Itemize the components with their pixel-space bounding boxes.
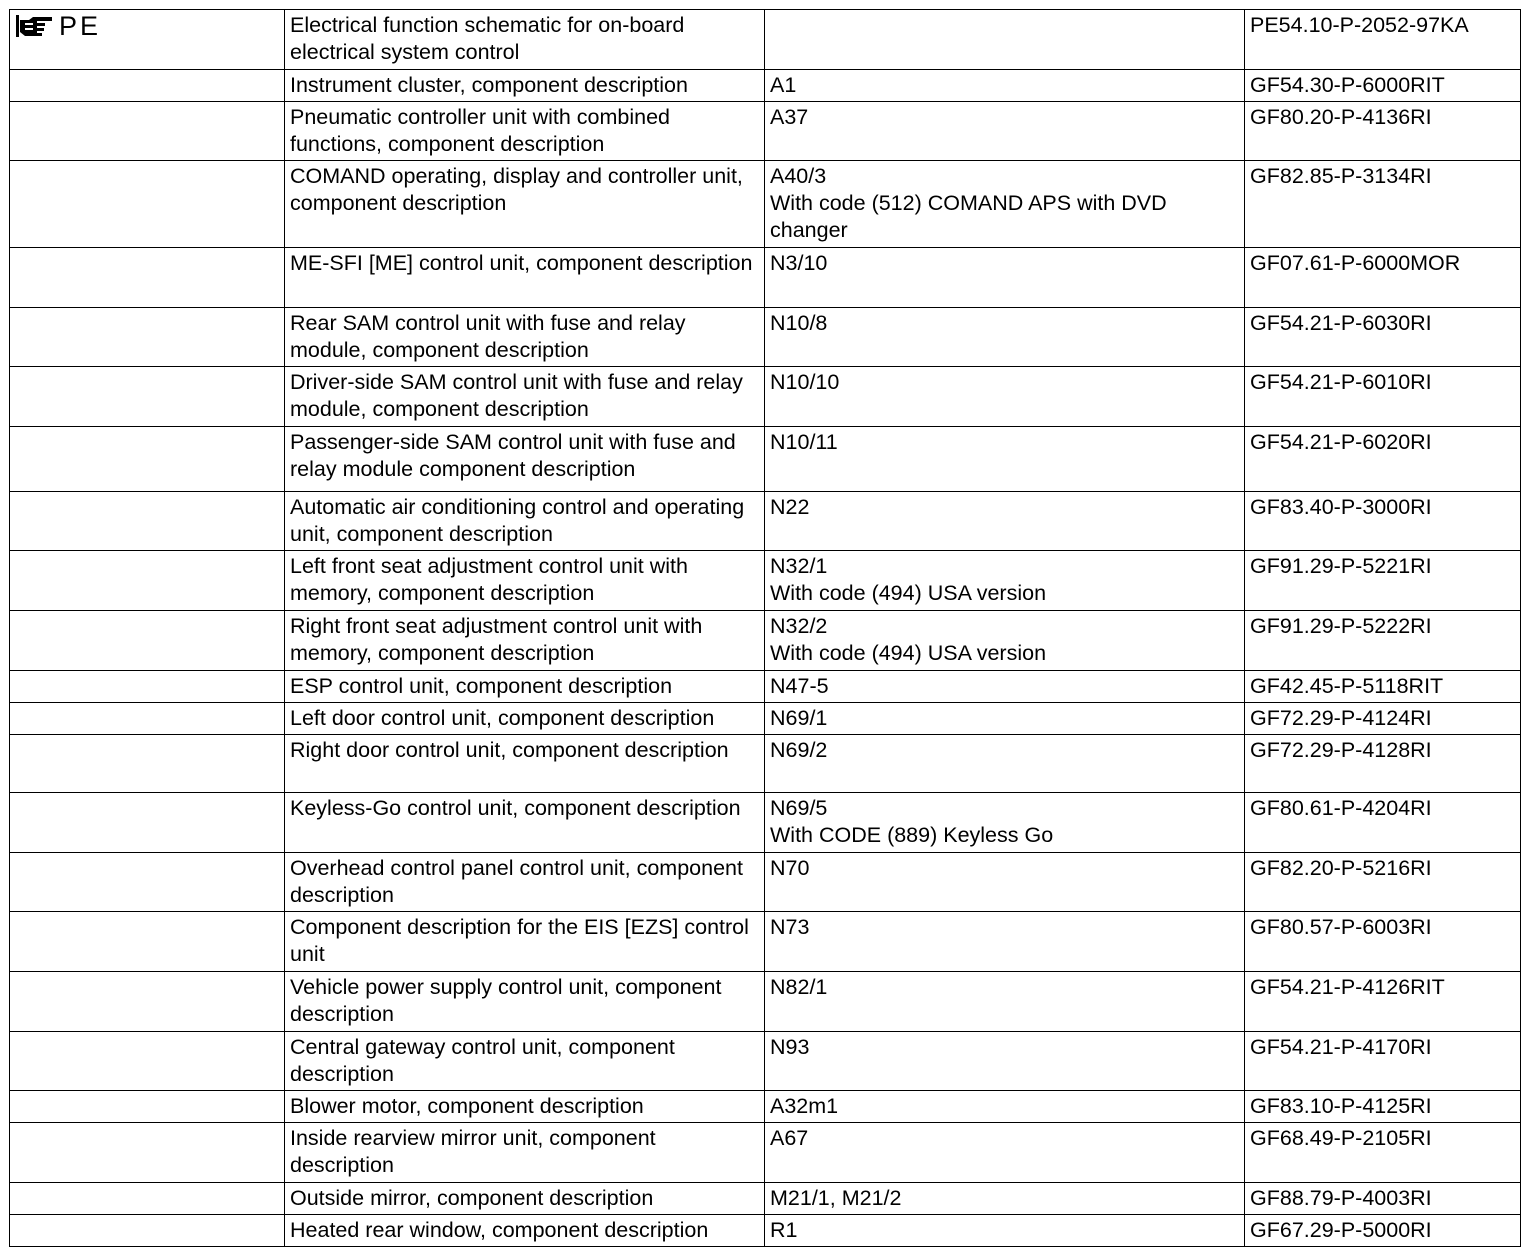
component-code: A37 xyxy=(770,105,809,129)
component-code-cell xyxy=(765,793,1245,853)
row-marker-cell xyxy=(10,551,285,611)
document-reference-link[interactable]: GF54.21-P-6030RI xyxy=(1245,308,1521,367)
component-code-cell xyxy=(765,671,1245,703)
component-code-cell xyxy=(765,551,1245,611)
component-code: N69/1 xyxy=(770,706,828,730)
description-cell: Rear SAM control unit with fuse and relay module, component description xyxy=(285,308,765,367)
component-code: A32m1 xyxy=(770,1094,839,1118)
table-row xyxy=(10,853,1521,912)
row-marker-cell xyxy=(10,853,285,912)
document-reference-link[interactable]: GF80.61-P-4204RI xyxy=(1245,793,1521,853)
row-marker-cell xyxy=(10,102,285,161)
component-code-cell xyxy=(765,367,1245,427)
document-reference-link[interactable]: GF54.21-P-6020RI xyxy=(1245,427,1521,492)
row-marker-cell xyxy=(10,611,285,671)
document-reference-link[interactable]: GF83.40-P-3000RI xyxy=(1245,492,1521,551)
component-code: N73 xyxy=(770,915,810,939)
component-code-cell xyxy=(765,853,1245,912)
description-cell: ESP control unit, component description xyxy=(285,671,765,703)
description-cell: Left door control unit, component description xyxy=(285,703,765,735)
component-code: N3/10 xyxy=(770,251,828,275)
row-marker-cell xyxy=(10,248,285,308)
component-code: N32/1 xyxy=(770,554,828,578)
table-row xyxy=(10,1032,1521,1091)
row-marker-cell xyxy=(10,972,285,1032)
description-cell: Outside mirror, component description xyxy=(285,1183,765,1215)
component-code-cell xyxy=(765,102,1245,161)
code-condition: With code (494) USA version xyxy=(770,641,1047,665)
description-cell: Right front seat adjustment control unit with memory, component description xyxy=(285,611,765,671)
table-row xyxy=(10,308,1521,367)
description-cell: Keyless-Go control unit, component description xyxy=(285,793,765,853)
document-reference-link[interactable]: GF91.29-P-5221RI xyxy=(1245,551,1521,611)
document-reference-link[interactable]: GF80.20-P-4136RI xyxy=(1245,102,1521,161)
table-row xyxy=(10,735,1521,793)
document-reference-link[interactable]: GF83.10-P-4125RI xyxy=(1245,1091,1521,1123)
component-code-cell xyxy=(765,1091,1245,1123)
table-row xyxy=(10,102,1521,161)
row-marker-cell xyxy=(10,308,285,367)
component-code: N93 xyxy=(770,1035,810,1059)
row-marker-cell xyxy=(10,671,285,703)
description-cell: Component description for the EIS [EZS] control unit xyxy=(285,912,765,972)
component-code-cell xyxy=(765,611,1245,671)
description-cell: Right door control unit, component description xyxy=(285,735,765,793)
description-cell: COMAND operating, display and controller unit, component description xyxy=(285,161,765,248)
description-cell: Pneumatic controller unit with combined functions, component description xyxy=(285,102,765,161)
row-marker-cell xyxy=(10,10,285,70)
component-code: N10/8 xyxy=(770,311,828,335)
component-code: N82/1 xyxy=(770,975,828,999)
document-reference-link[interactable]: GF91.29-P-5222RI xyxy=(1245,611,1521,671)
description-cell: Instrument cluster, component description xyxy=(285,70,765,102)
document-reference-link[interactable]: GF82.85-P-3134RI xyxy=(1245,161,1521,248)
component-code: N69/5 xyxy=(770,796,828,820)
component-code: M21/1, M21/2 xyxy=(770,1186,902,1210)
component-code-cell xyxy=(765,248,1245,308)
table-row xyxy=(10,912,1521,972)
table-row xyxy=(10,1123,1521,1183)
row-marker-cell xyxy=(10,912,285,972)
document-reference-link[interactable]: GF42.45-P-5118RIT xyxy=(1245,671,1521,703)
description-cell: Blower motor, component description xyxy=(285,1091,765,1123)
table-row xyxy=(10,551,1521,611)
description-cell: Heated rear window, component description xyxy=(285,1215,765,1247)
table-row xyxy=(10,10,1521,70)
description-cell: ME-SFI [ME] control unit, component description xyxy=(285,248,765,308)
component-code-cell xyxy=(765,308,1245,367)
description-cell: Vehicle power supply control unit, component description xyxy=(285,972,765,1032)
component-code: R1 xyxy=(770,1218,798,1242)
component-code-cell xyxy=(765,10,1245,70)
description-cell: Inside rearview mirror unit, component description xyxy=(285,1123,765,1183)
description-cell: Electrical function schematic for on-board electrical system control xyxy=(285,10,765,70)
component-code: A40/3 xyxy=(770,164,827,188)
document-reference-link[interactable]: GF72.29-P-4124RI xyxy=(1245,703,1521,735)
description-cell: Left front seat adjustment control unit with memory, component description xyxy=(285,551,765,611)
row-marker-cell xyxy=(10,367,285,427)
component-code-cell xyxy=(765,912,1245,972)
component-code-cell xyxy=(765,1123,1245,1183)
code-condition: With code (512) COMAND APS with DVD changer xyxy=(770,191,1167,242)
document-reference-link[interactable]: GF07.61-P-6000MOR xyxy=(1245,248,1521,308)
row-marker-cell xyxy=(10,492,285,551)
document-reference-link[interactable]: GF54.21-P-4126RIT xyxy=(1245,972,1521,1032)
description-cell: Automatic air conditioning control and operating unit, component description xyxy=(285,492,765,551)
table-row xyxy=(10,793,1521,853)
description-cell: Passenger-side SAM control unit with fuse and relay module component description xyxy=(285,427,765,492)
table-row xyxy=(10,70,1521,102)
row-marker-cell xyxy=(10,1183,285,1215)
reference-table xyxy=(9,9,1521,1247)
component-code-cell xyxy=(765,427,1245,492)
table-row xyxy=(10,972,1521,1032)
reference-table-body xyxy=(10,10,1521,1247)
row-marker-cell xyxy=(10,793,285,853)
table-row xyxy=(10,492,1521,551)
document-reference-link[interactable]: GF88.79-P-4003RI xyxy=(1245,1183,1521,1215)
document-reference-link[interactable]: GF67.29-P-5000RI xyxy=(1245,1215,1521,1247)
component-code-cell xyxy=(765,1183,1245,1215)
document-reference-link[interactable]: GF54.21-P-4170RI xyxy=(1245,1032,1521,1091)
table-row xyxy=(10,1215,1521,1247)
component-code: A1 xyxy=(770,73,797,97)
document-reference-link[interactable]: GF72.29-P-4128RI xyxy=(1245,735,1521,793)
component-code-cell xyxy=(765,1215,1245,1247)
component-code-cell xyxy=(765,161,1245,248)
table-row xyxy=(10,248,1521,308)
table-row xyxy=(10,161,1521,248)
row-marker-cell xyxy=(10,703,285,735)
row-marker-cell xyxy=(10,1215,285,1247)
document-reference-link[interactable]: GF82.20-P-5216RI xyxy=(1245,853,1521,912)
table-row xyxy=(10,671,1521,703)
document-reference-link[interactable]: GF80.57-P-6003RI xyxy=(1245,912,1521,972)
component-code: N10/11 xyxy=(770,430,838,454)
component-code: N10/10 xyxy=(770,370,840,394)
document-reference-link[interactable]: GF54.21-P-6010RI xyxy=(1245,367,1521,427)
document-reference-link[interactable]: PE54.10-P-2052-97KA xyxy=(1245,10,1521,70)
table-row xyxy=(10,1183,1521,1215)
component-code: N32/2 xyxy=(770,614,828,638)
component-code-cell xyxy=(765,492,1245,551)
row-marker-cell xyxy=(10,427,285,492)
description-cell: Overhead control panel control unit, component description xyxy=(285,853,765,912)
table-row xyxy=(10,367,1521,427)
table-row xyxy=(10,1091,1521,1123)
component-code-cell xyxy=(765,735,1245,793)
component-code: N22 xyxy=(770,495,810,519)
component-code: N47-5 xyxy=(770,674,829,698)
row-marker-cell xyxy=(10,1091,285,1123)
pointing-hand-icon xyxy=(15,14,55,47)
table-row xyxy=(10,611,1521,671)
row-marker-cell xyxy=(10,735,285,793)
component-code: N69/2 xyxy=(770,738,828,762)
component-code-cell xyxy=(765,1032,1245,1091)
pe-label: PE xyxy=(59,11,102,41)
row-marker-cell xyxy=(10,70,285,102)
component-code-cell xyxy=(765,703,1245,735)
code-condition: With code (494) USA version xyxy=(770,581,1047,605)
table-row xyxy=(10,703,1521,735)
code-condition: With CODE (889) Keyless Go xyxy=(770,823,1054,847)
component-code: A67 xyxy=(770,1126,809,1150)
document-reference-link[interactable]: GF68.49-P-2105RI xyxy=(1245,1123,1521,1183)
row-marker-cell xyxy=(10,1032,285,1091)
component-code: N70 xyxy=(770,856,810,880)
description-cell: Central gateway control unit, component description xyxy=(285,1032,765,1091)
row-marker-cell xyxy=(10,161,285,248)
component-code-cell xyxy=(765,70,1245,102)
component-code-cell xyxy=(765,972,1245,1032)
table-row xyxy=(10,427,1521,492)
row-marker-cell xyxy=(10,1123,285,1183)
document-reference-link[interactable]: GF54.30-P-6000RIT xyxy=(1245,70,1521,102)
description-cell: Driver-side SAM control unit with fuse and relay module, component description xyxy=(285,367,765,427)
